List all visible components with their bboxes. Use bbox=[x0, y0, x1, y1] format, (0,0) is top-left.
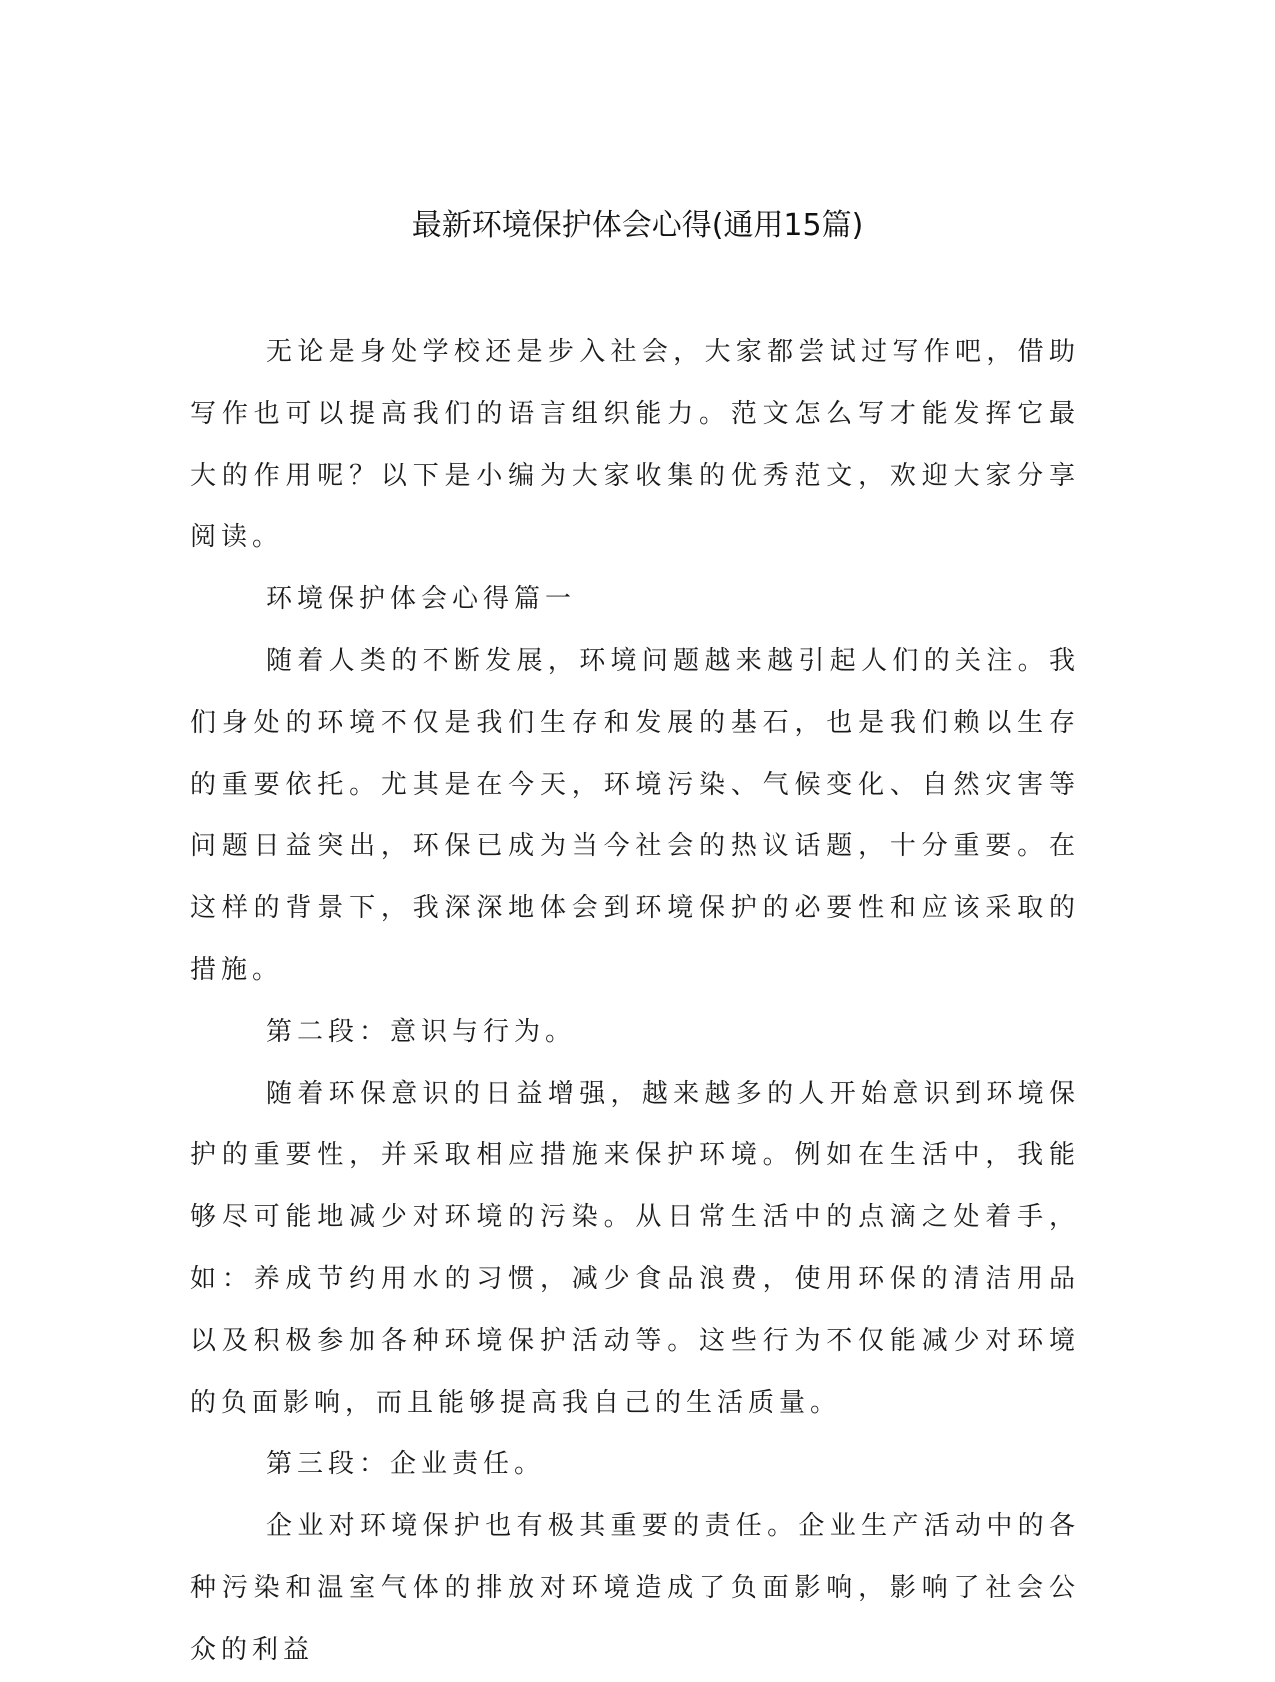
body-paragraph: 企业对环境保护也有极其重要的责任。企业生产活动中的各种污染和温室气体的排放对环境造成了负面影响，影响了社会公众的利益 bbox=[190, 1511, 1080, 1665]
section-heading: 环境保护体会心得篇一 bbox=[266, 584, 577, 615]
intro-paragraph: 无论是身处学校还是步入社会，大家都尝试过写作吧，借助写作也可以提高我们的语言组织能力。范文怎么写才能发挥它最大的作用呢？以下是小编为大家收集的优秀范文，欢迎大家分享阅读。 bbox=[190, 337, 1080, 553]
body-paragraph: 随着环保意识的日益增强，越来越多的人开始意识到环境保护的重要性，并采取相应措施来保护环境。例如在生活中，我能够尽可能地减少对环境的污染。从日常生活中的点滴之处着手，如：养成节约用水的习惯，减少食品浪费，使用环保的清洁用品以及积极参加各种环境保护活动等。这些行为不仅能减少对环境的负面影响，而且能够提高我自己的生活质量。 bbox=[190, 1078, 1080, 1418]
section-heading: 第三段：企业责任。 bbox=[266, 1449, 546, 1480]
document-body bbox=[190, 322, 1080, 1682]
section-heading: 第二段：意识与行为。 bbox=[266, 1016, 577, 1047]
document-title: 最新环境保护体会心得(通用15篇) bbox=[411, 208, 864, 243]
body-paragraph: 随着人类的不断发展，环境问题越来越引起人们的关注。我们身处的环境不仅是我们生存和发展的基石，也是我们赖以生存的重要依托。尤其是在今天，环境污染、气候变化、自然灾害等问题日益突出，环保已成为当今社会的热议话题，十分重要。在这样的背景下，我深深地体会到环境保护的必要性和应该采取的措施。 bbox=[190, 645, 1080, 985]
